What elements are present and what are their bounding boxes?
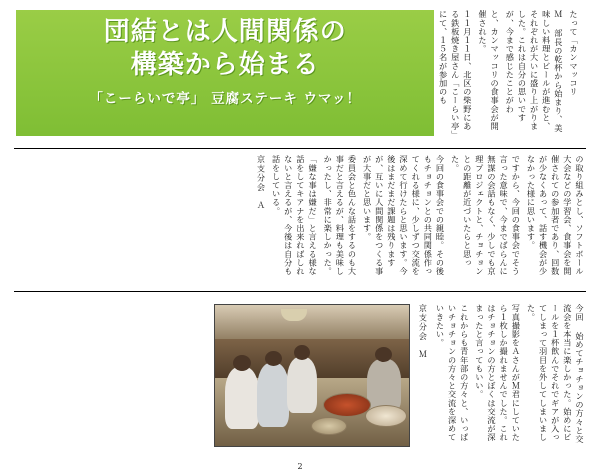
bottom-column-2: 写真撮影をＡさんがＭ君にしていたら１枚しか撮れませんでした。これはチョチョンの方とぼくは交流が深まったと言ってもいい。 [474, 304, 522, 442]
section-divider-bottom [14, 291, 586, 292]
bottom-column-1: 今回 始めてチョチョンの方々と交流会を本当に楽しかった。始めにビールを１杯飲んでそれでギアが入ってしまって羽目を外してしまいました。 [526, 304, 585, 444]
photo-ceiling [215, 305, 409, 342]
headline-line-1: 団結とは人間関係の [103, 17, 347, 47]
intro-column-4: たって「カンマッコリ [569, 10, 579, 96]
intro-column-2: と、カンマッコリの食事会が開催された。 [478, 10, 501, 131]
bottom-column-3: これからも青年部の方々と、いっぱいチョチョンの方々と交流を深めていきたい。 [435, 304, 470, 442]
page-number: 2 [297, 462, 303, 471]
photo-person-1 [225, 367, 259, 429]
top-section [14, 10, 586, 140]
bottom-section [14, 304, 586, 454]
middle-column-2: ですから、今回の食事会でそう言った意味で、今までばらんに無謀の会話もなく、少しでも京理プロジェクトと、チョチョンとの距離が近づいたらと思った。 [450, 155, 522, 276]
intro-text-block [434, 10, 580, 136]
intro-column-1: １１月１１日、北区の柴野にある鉄板焼き屋さん「こーらい亭」にて、１５名が参加のも [438, 10, 473, 135]
middle-section [14, 155, 586, 283]
photo-person-2 [257, 363, 289, 427]
middle-signature: 京支分会 Ａ [256, 155, 267, 211]
photo-dish-2 [365, 405, 407, 427]
photo-dish-1 [323, 393, 371, 417]
middle-column-1: の取り組みとし、ソフトボール大会などの学習会、食事会を開催されての参加者であり、回数が少なくあって、話す機会が少なかった様に思います。 [526, 155, 585, 276]
photo-person-4 [367, 359, 401, 411]
intro-column-3: Ｍ 部長の乾杯から始まり、美味しい料理とビールが進むと、それぞれが大いに盛り上がりました。これは自分の思いですが、今まで感じたことがわ [505, 10, 564, 133]
restaurant-group-photo [214, 304, 410, 447]
headline-line-2: 構築から始まる [130, 49, 320, 80]
headline-subtitle: 「こーらいで亭」 豆腐ステーキ ウマッ！ [89, 91, 362, 107]
bottom-signature: 京支分会 Ｍ [418, 304, 429, 360]
middle-column-3: 今回の食事会での親睦。その後もチョチョンとの共同関係作ってくれる様に、少しずつ交流を深めて行けたらと思います。今後はまだまだ課題は残りますが、互いに人間関係をつくる事が大事だと思います。 [362, 155, 446, 276]
middle-column-5: 「嫌な事は嫌だ」と言える様な話をしてキアナを出来ればしれないと言えるが、今後は自分も話をしている。 [271, 155, 319, 276]
photo-person-3 [287, 357, 317, 413]
middle-column-4: 委員会と色んな話をするのも大事だと言えるが、料理も美味しかったし、非常に楽しかった。 [323, 155, 358, 276]
section-divider-top [14, 148, 586, 149]
headline-banner [16, 10, 434, 136]
